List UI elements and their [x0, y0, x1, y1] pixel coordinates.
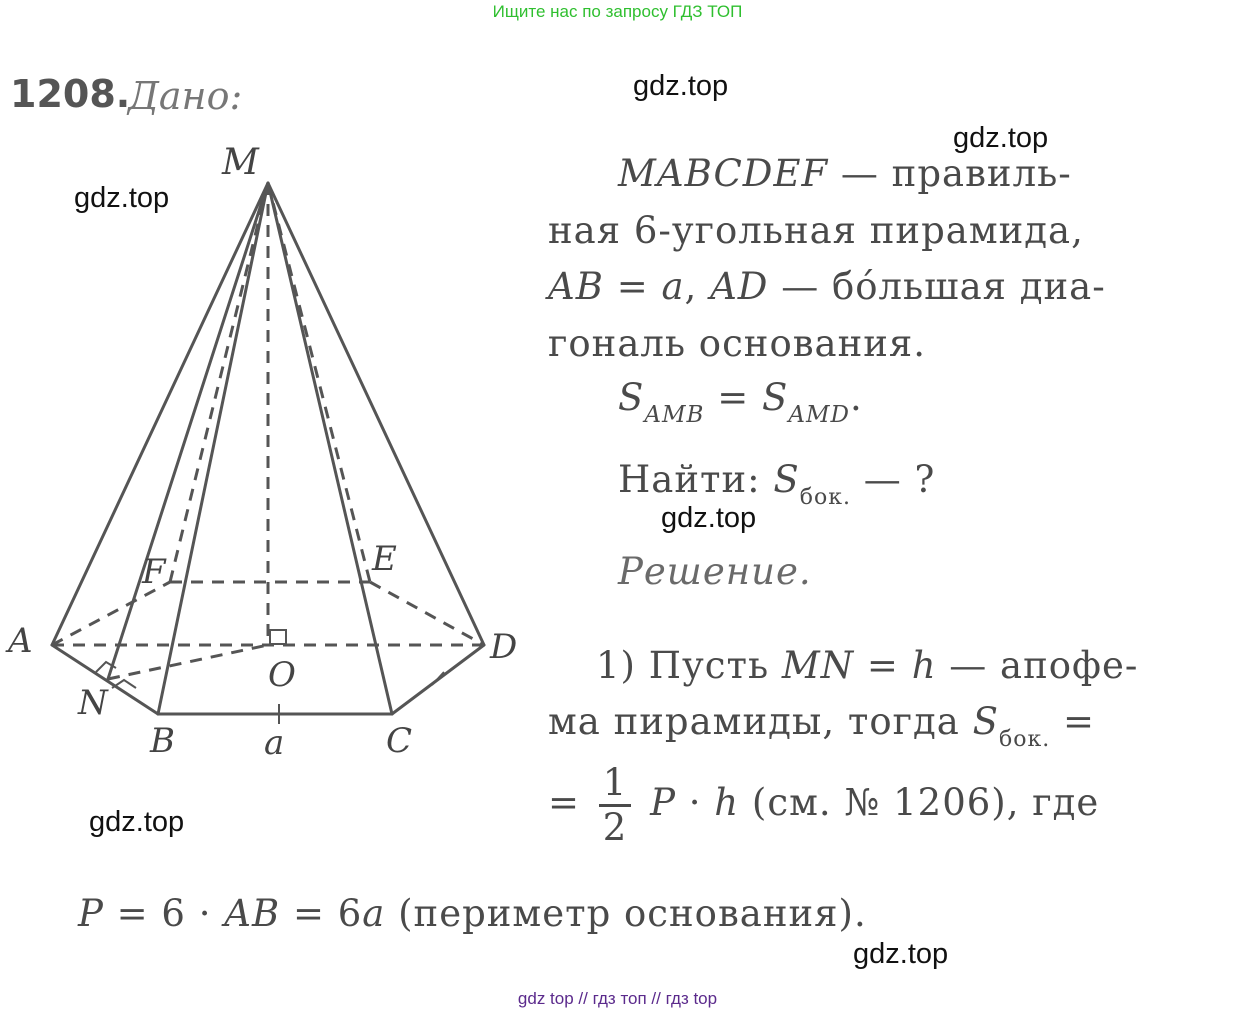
edge-MF — [170, 183, 268, 582]
solution-line-3: = $\frac{1}{2}$ P · h (см. № 1206), где — [548, 761, 1100, 849]
solution-label: Решение. — [618, 550, 812, 593]
search-banner: Ищите нас по запросу ГДЗ ТОП — [492, 2, 743, 21]
label-a: a — [264, 723, 285, 763]
watermark: gdz.top — [953, 122, 1049, 154]
find-line: Найти: $S_{бок.}$ — ? — [618, 458, 936, 510]
given-label: Дано: — [128, 74, 243, 118]
solution-line-1: 1) Пусть MN = h — апофе- — [596, 644, 1139, 687]
right-angle-mark — [112, 680, 136, 688]
label-A: A — [8, 621, 33, 661]
watermark: gdz.top — [661, 502, 757, 534]
given-line-1: MABCDEF — правиль- — [618, 152, 1072, 195]
apothem-MN — [108, 183, 268, 679]
label-E: E — [372, 539, 397, 579]
segment-NO — [108, 645, 268, 679]
label-N: N — [78, 683, 108, 723]
edge-ED — [370, 582, 484, 645]
watermark: gdz.top — [853, 938, 949, 970]
given-equation: $S_{AMB} = S_{AMD}$. — [618, 376, 863, 428]
label-B: B — [150, 721, 175, 761]
label-D: D — [490, 627, 518, 667]
given-line-4: гональ основания. — [548, 322, 927, 365]
edge-MB — [158, 183, 268, 714]
watermark: gdz.top — [633, 70, 729, 102]
problem-number: 1208. — [10, 72, 131, 116]
label-F: F — [142, 552, 166, 592]
pyramid-name: MABCDEF — [618, 152, 829, 195]
label-O: O — [268, 655, 296, 695]
given-line-3: AB = a, AD — бóльшая диа- — [548, 265, 1106, 308]
fraction-one-half: $\frac{1}{2}$ — [599, 762, 632, 849]
solution-line-4: P = 6 · AB = 6a (периметр основания). — [78, 892, 867, 935]
label-M: M — [222, 142, 259, 183]
footer-links[interactable]: gdz top // гдз топ // гдз top — [517, 989, 718, 1008]
watermark: gdz.top — [74, 182, 170, 214]
given-line-2: ная 6-угольная пирамида, — [548, 209, 1084, 252]
label-C: C — [386, 721, 413, 761]
solution-line-2: ма пирамиды, тогда $S_{бок.}$ = — [548, 700, 1095, 752]
pyramid-figure — [0, 0, 560, 780]
watermark: gdz.top — [89, 806, 185, 838]
tick-mark — [432, 672, 444, 685]
right-angle-mark — [270, 630, 286, 644]
